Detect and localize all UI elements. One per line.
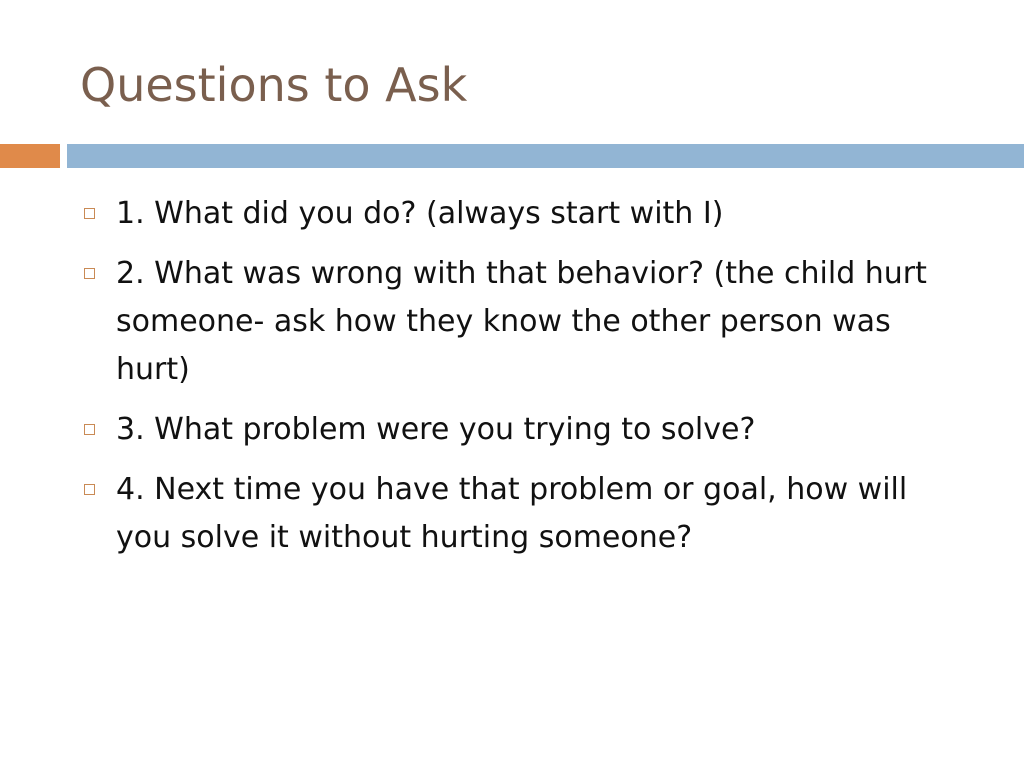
square-bullet-icon: [84, 424, 95, 435]
slide-title: Questions to Ask: [80, 58, 468, 112]
title-accent-bar: [0, 144, 60, 168]
square-bullet-icon: [84, 268, 95, 279]
bullet-text: 4. Next time you have that problem or goal, how will you solve it without hurting someone?: [116, 472, 908, 555]
square-bullet-icon: [84, 208, 95, 219]
bullet-list: [80, 190, 970, 574]
bullet-text: 2. What was wrong with that behavior? (the child hurt someone- ask how they know the other person was hurt): [116, 256, 927, 387]
square-bullet-icon: [84, 484, 95, 495]
bullet-item: [80, 466, 970, 562]
bullet-text: 3. What problem were you trying to solve?: [116, 412, 756, 447]
bullet-item: [80, 250, 970, 394]
bullet-item: [80, 190, 970, 238]
title-divider-bar: [67, 144, 1024, 168]
bullet-text: 1. What did you do? (always start with I): [116, 196, 724, 231]
bullet-item: [80, 406, 970, 454]
